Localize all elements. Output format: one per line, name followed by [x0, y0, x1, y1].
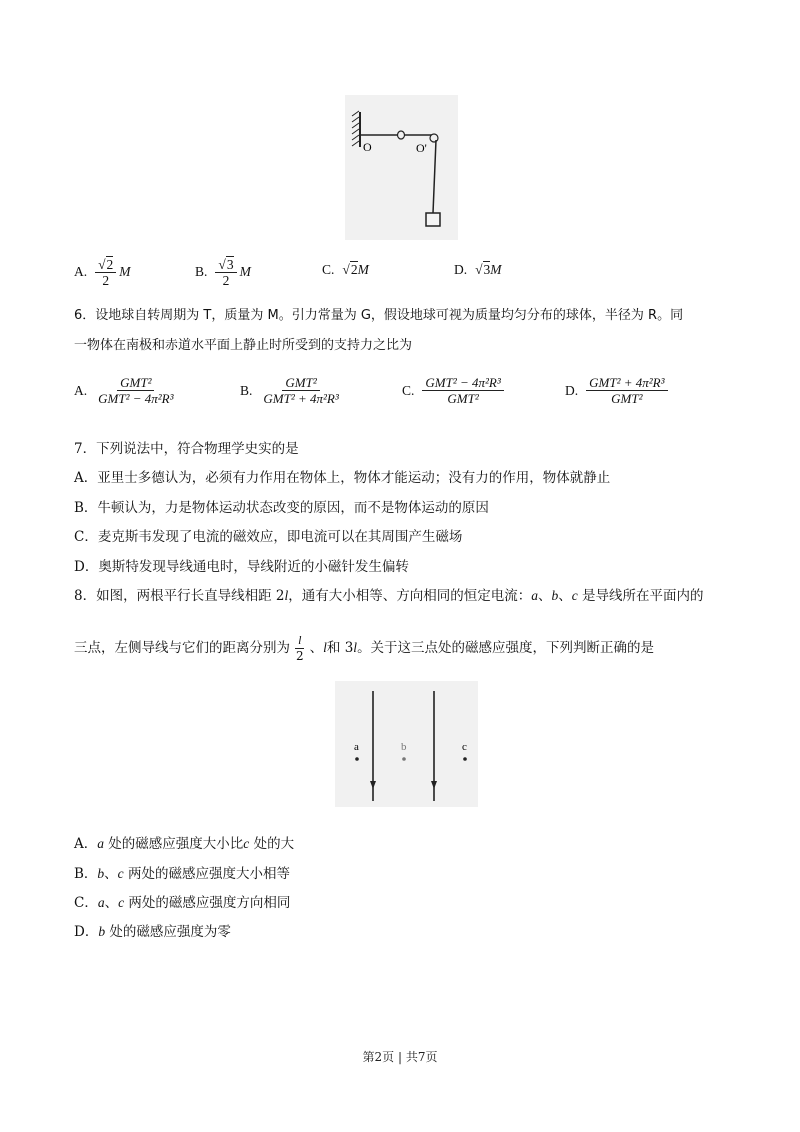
parallel-wires-diagram [335, 681, 478, 807]
q5-option-c[interactable]: C. √2 M [322, 262, 369, 277]
q5-option-b[interactable]: B. $\frac{√3}{2}$ M [195, 256, 251, 288]
point-b-label: b [401, 741, 407, 753]
q6-option-d[interactable]: D. $\frac{\text{GMT² + 4π²R³}}{\text{GMT²}}$ [565, 375, 671, 406]
q8-fraction: $\frac{l}{2}$ [296, 632, 304, 663]
q7-option-a[interactable]: A．亚里士多德认为，必须有力作用在物体上，物体才能运动；没有力的作用，物体就静止 [74, 470, 611, 486]
q8-option-a[interactable]: A．a 处的磁感应强度大小比c 处的大 [74, 836, 295, 852]
q6-option-a[interactable]: A. $\frac{\text{GMT²}}{\text{GMT² − 4π²R³}}$ [74, 375, 174, 406]
q8-stem-line1: 8．如图，两根平行长直导线相距 2l，通有大小相等、方向相同的恒定电流：a、b、c 是导线所在平面内的 [74, 588, 704, 604]
q7-option-d[interactable]: D．奥斯特发现导线通电时，导线附近的小磁针发生偏转 [74, 559, 409, 575]
q6-option-c[interactable]: C. $\frac{\text{GMT² − 4π²R³}}{\text{GMT²}}$ [402, 375, 507, 406]
q5-a-fraction: $\frac{√2}{2}$ [95, 257, 116, 288]
q6-option-b[interactable]: B. $\frac{\text{GMT²}}{\text{GMT² + 4π²R³}}$ [240, 375, 339, 406]
page-footer: 第2页 | 共7页 [362, 1050, 438, 1064]
q6-stem-line1: 6．设地球自转周期为 T，质量为 M。引力常量为 G，假设地球可视为质量均匀分布的球体，半径为 R。同 [74, 308, 684, 323]
rod-pulley-diagram [345, 95, 458, 240]
q6-stem-line2: 一物体在南极和赤道水平面上静止时所受到的支持力之比为 [74, 338, 413, 353]
q7-option-c[interactable]: C．麦克斯韦发现了电流的磁效应，即电流可以在其周围产生磁场 [74, 529, 463, 545]
figure-parallel-wires [335, 681, 478, 807]
q5-b-fraction: $\frac{√3}{2}$ [215, 257, 236, 288]
q5-option-d[interactable]: D. √3 M [454, 262, 502, 277]
q8-option-b[interactable]: B．b、c 两处的磁感应强度大小相等 [74, 866, 290, 882]
label-o-prime: O' [416, 141, 427, 155]
q7-stem: 7．下列说法中，符合物理学史实的是 [74, 441, 299, 457]
q8-option-d[interactable]: D．b 处的磁感应强度为零 [74, 924, 231, 940]
point-c-label: c [462, 741, 467, 753]
q7-option-b[interactable]: B．牛顿认为，力是物体运动状态改变的原因，而不是物体运动的原因 [74, 500, 489, 516]
q5-d-sqrt: √3 [475, 262, 491, 277]
q8-stem-line2: 三点，左侧导线与它们的距离分别为 $\frac{l}{2}$ 、 l 和 3 l 。关于这三点处的磁感应强度，下列判断正确的是 [74, 632, 655, 663]
q8-option-c[interactable]: C．a、c 两处的磁感应强度方向相同 [74, 895, 291, 911]
q5-option-a[interactable]: A. $\frac{√2}{2}$ M [74, 256, 131, 288]
point-a-label: a [354, 741, 359, 753]
q5-c-sqrt: √2 [342, 262, 358, 277]
label-o: O [363, 140, 372, 154]
figure-rod-pulley [345, 95, 458, 240]
